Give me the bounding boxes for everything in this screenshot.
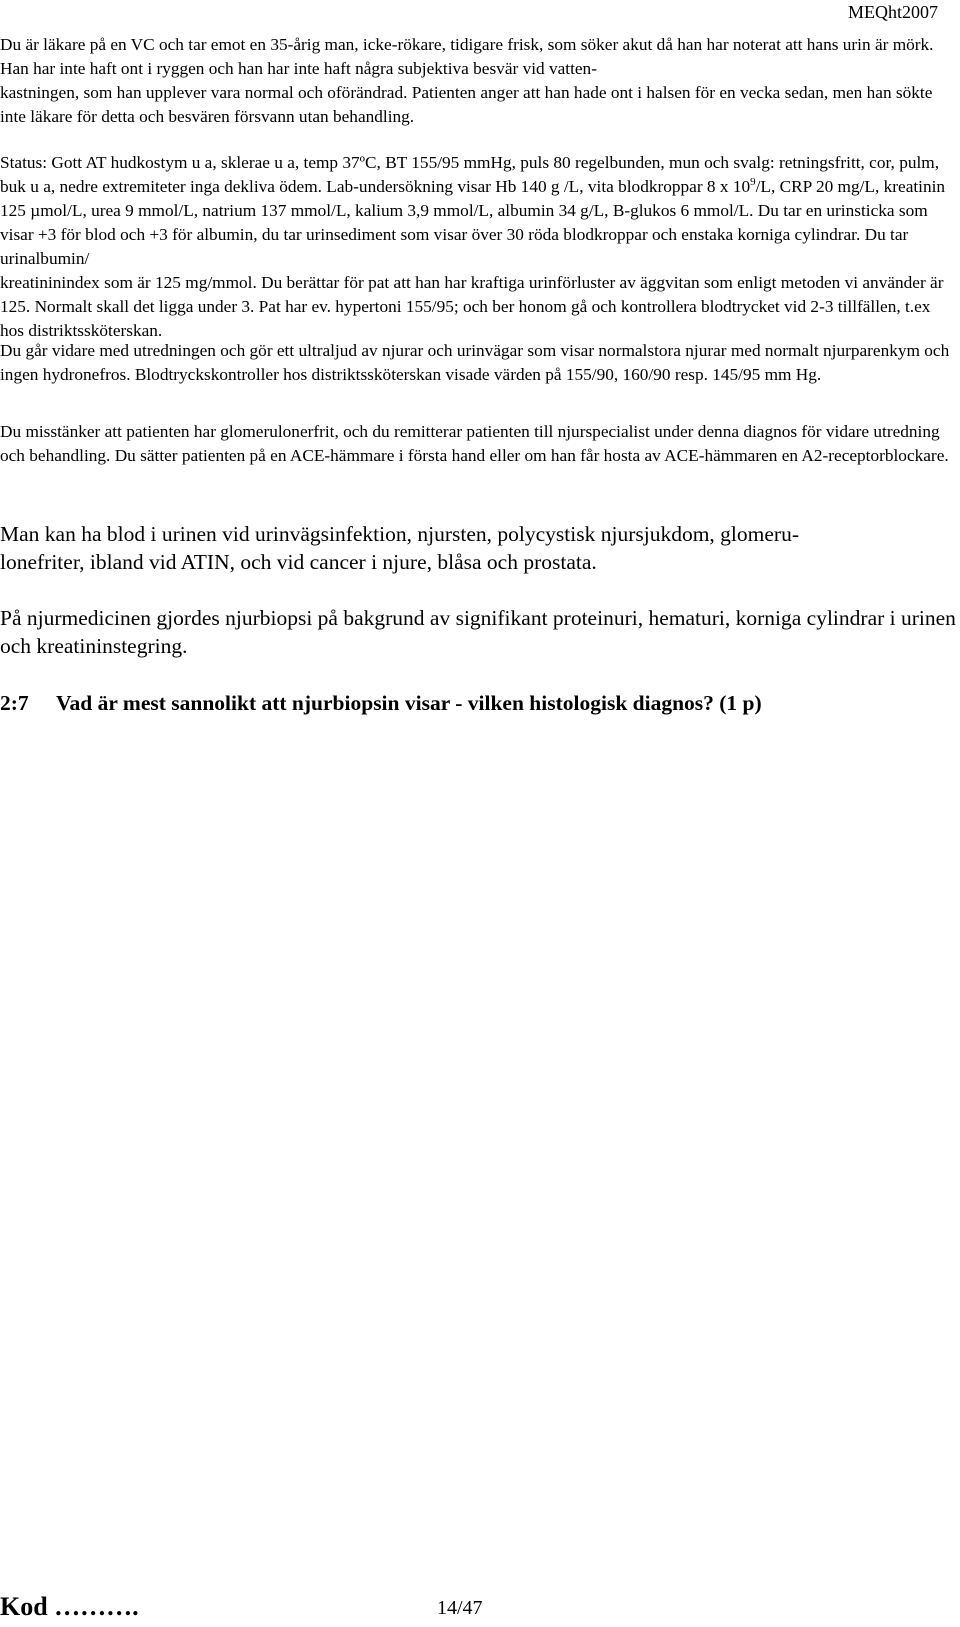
- case-intro-paragraph: [0, 33, 958, 129]
- status-text-c: kreatininindex som är 125 mg/mmol. Du berättar för pat att han har kraftiga urinförluster av äggvitan som enligt metoden vi använder är 125. Normalt skall det ligga under 3. Pat har ev. hypertoni 155/95; och ber honom gå och kontrollera blodtrycket vid 2-3 tillfällen, t.ex hos distriktssköterskan.: [0, 273, 944, 340]
- question-number: 2:7: [0, 691, 29, 715]
- case-intro-line-b: kastningen, som han upplever vara normal och oförändrad. Patienten anger att han hade ont i halsen för en vecka sedan, men han sökte inte läkare för detta och besvären försvann utan behandling.: [0, 83, 933, 126]
- ultrasound-paragraph: Du går vidare med utredningen och gör ett ultraljud av njurar och urinvägar som visar normalstora njurar med normalt njurparenkym och ingen hydronefros. Blodtryckskontroller hos distriktssköterskan visade värden på 155/90, 160/90 resp. 145/95 mm Hg.: [0, 341, 950, 384]
- question-heading: [0, 689, 762, 717]
- page-footer: [0, 1590, 960, 1624]
- status-text-b: /L, CRP 20 mg/L, kreatinin 125 µmol/L, urea 9 mmol/L, natrium 137 mmol/L, kalium 3,9 mmol/L, albumin 34 g/L, B-glukos 6 mmol/L. Du tar en urinsticka som visar +3 för blod och +3 för albumin, du tar urinsediment som visar över 30 röda blodkroppar och enstaka korniga cylindrar. Du tar urinalbumin/: [0, 177, 946, 268]
- exponent: 9: [750, 176, 756, 188]
- document-id: MEQht2007: [848, 2, 938, 22]
- question-text: Vad är mest sannolikt att njurbiopsin visar - vilken histologisk diagnos? (1 p): [56, 691, 762, 715]
- biopsy-paragraph: På njurmedicinen gjordes njurbiopsi på bakgrund av signifikant proteinuri, hematuri, korniga cylindrar i urinen och kreatininstegring.: [0, 606, 956, 658]
- kod-label: Kod ……….: [0, 1592, 139, 1621]
- hematuria-causes-paragraph: [0, 520, 958, 576]
- case-intro-line-a: Du är läkare på en VC och tar emot en 35-årig man, icke-rökare, tidigare frisk, som söker akut då han har noterat att hans urin är mörk. Han har inte haft ont i ryggen och han har inte haft några subjektiva besvär vid vatten-: [0, 35, 934, 78]
- status-lab-paragraph: [0, 151, 958, 343]
- referral-paragraph: Du misstänker att patienten har glomerulonerfrit, och du remitterar patienten till njurspecialist under denna diagnos för vidare utredning och behandling. Du sätter patienten på en ACE-hämmare i första hand eller om han får hosta av ACE-hämmaren en A2-receptorblockare.: [0, 422, 949, 465]
- page-number: 14/47: [437, 1597, 483, 1619]
- hematuria-line-b: lonefriter, ibland vid ATIN, och vid cancer i njure, blåsa och prostata.: [0, 550, 597, 574]
- status-text-a: Status: Gott AT hudkostym u a, sklerae u a, temp 37ºC, BT 155/95 mmHg, puls 80 regelbunden, mun och svalg: retningsfritt, cor, pulm, buk u a, nedre extremiteter inga dekliva ödem. Lab-undersökning visar Hb 140 g /L, vita blodkroppar 8 x 10: [0, 153, 940, 196]
- hematuria-line-a: Man kan ha blod i urinen vid urinvägsinfektion, njursten, polycystisk njursjukdom, glomeru-: [0, 522, 799, 546]
